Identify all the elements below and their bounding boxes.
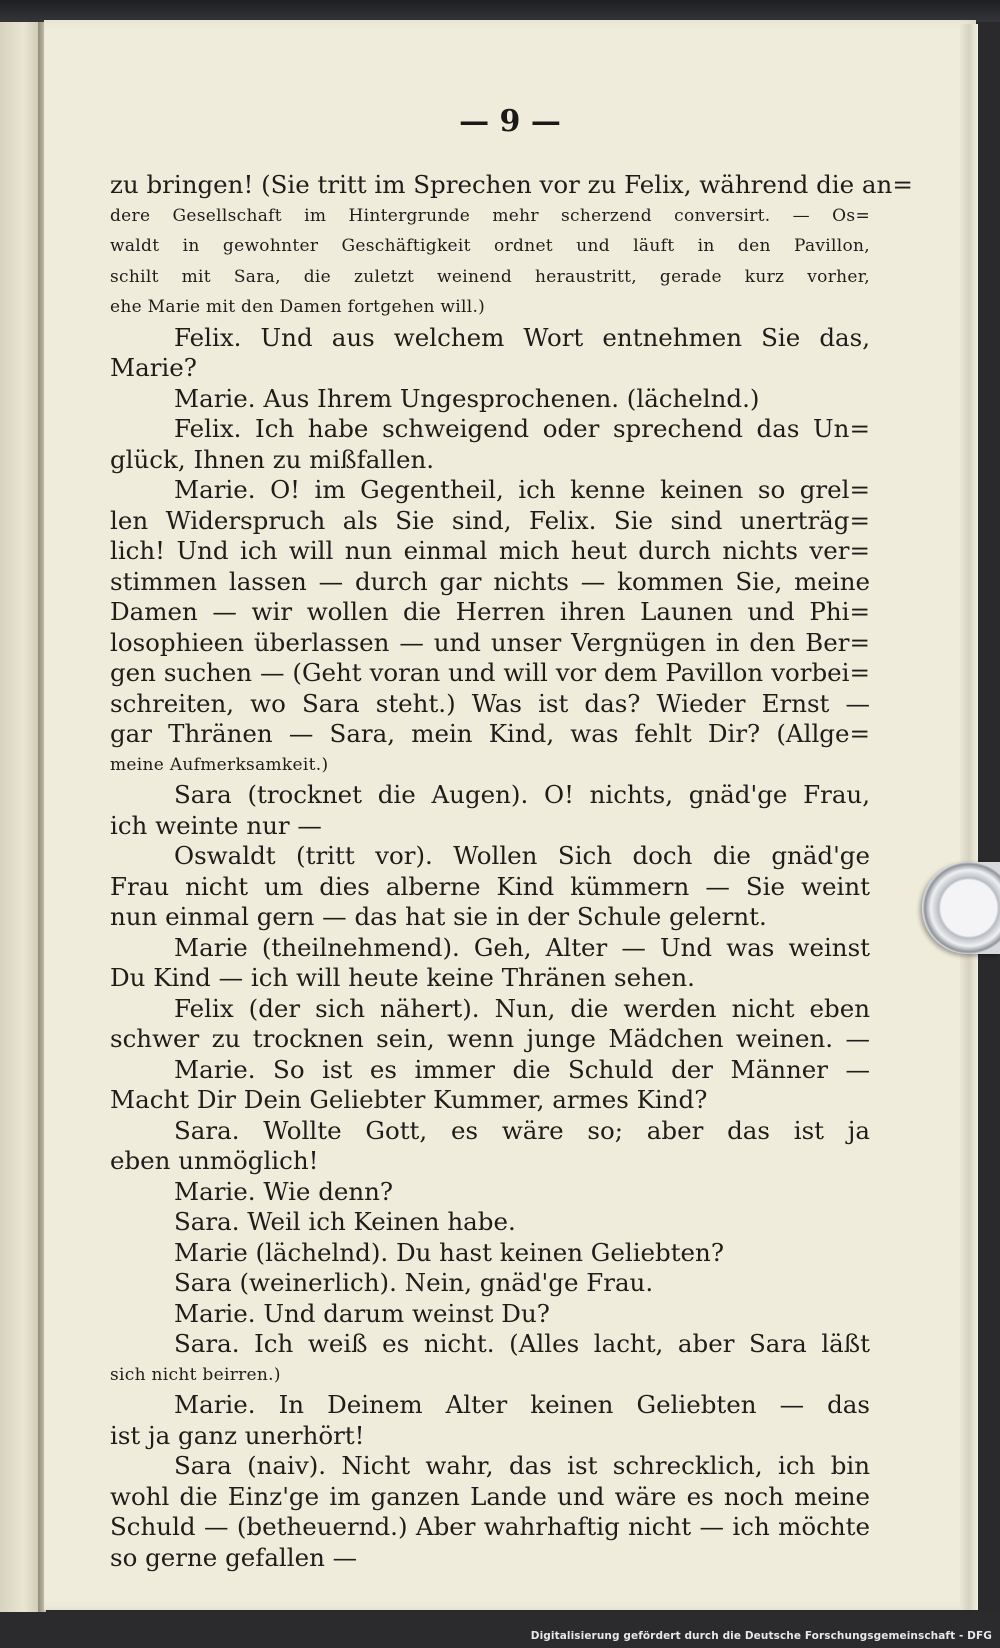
text-line: so gerne gefallen — bbox=[110, 1542, 358, 1572]
text-line: Damen — wir wollen die Herren ihren Launen und Phi= bbox=[110, 597, 870, 626]
text-line: sich nicht beirren.) bbox=[110, 1364, 281, 1385]
text-line: Frau nicht um dies alberne Kind kümmern — Sie weint bbox=[110, 871, 870, 901]
text-line: zu bringen! (Sie tritt im Sprechen vor zu Felix, während die an= bbox=[110, 170, 913, 199]
text-line: Sara (naiv). Nicht wahr, das ist schrecklich, ich bin bbox=[174, 1451, 870, 1480]
text-line: nun einmal gern — das hat sie in der Schule gelernt. bbox=[110, 902, 767, 931]
text-line: Felix. Und aus welchem Wort entnehmen Sie das, bbox=[174, 322, 870, 352]
text-line: Marie. So ist es immer die Schuld der Männer — bbox=[174, 1054, 870, 1084]
text-line: schwer zu trocknen sein, wenn junge Mädchen weinen. — bbox=[110, 1024, 870, 1053]
text-line: Felix (der sich nähert). Nun, die werden nicht eben bbox=[174, 993, 870, 1023]
text-line: waldt in gewohnter Geschäftigkeit ordnet und läuft in den Pavillon, bbox=[110, 236, 870, 256]
text-line: wohl die Einz'ge im ganzen Lande und wäre es noch meine bbox=[110, 1481, 870, 1511]
digitization-credit: Digitalisierung gefördert durch die Deutsche Forschungsgemeinschaft - DFG bbox=[530, 1630, 992, 1642]
text-line: Felix. Ich habe schweigend oder sprechend das Un= bbox=[174, 414, 870, 443]
text-line: Sara. Ich weiß es nicht. (Alles lacht, aber Sara läßt bbox=[174, 1329, 870, 1358]
text-line: Marie (theilnehmend). Geh, Alter — Und was weinst bbox=[174, 932, 870, 962]
text-line: Sara (trocknet die Augen). O! nichts, gnäd'ge Frau, bbox=[174, 780, 870, 809]
text-line: stimmen lassen — durch gar nichts — kommen Sie, meine bbox=[110, 566, 870, 596]
text-line: gar Thränen — Sara, mein Kind, was fehlt Dir? (Allge= bbox=[110, 719, 870, 748]
text-line: Marie. O! im Gegentheil, ich kenne keinen so grel= bbox=[174, 475, 870, 504]
text-line: Sara. Weil ich Keinen habe. bbox=[174, 1207, 516, 1236]
text-line: ehe Marie mit den Damen fortgehen will.) bbox=[110, 297, 486, 317]
text-line: Marie (lächelnd). Du hast keinen Geliebten? bbox=[174, 1237, 724, 1267]
text-line: Sara (weinerlich). Nein, gnäd'ge Frau. bbox=[174, 1268, 654, 1297]
text-line: schreiten, wo Sara steht.) Was ist das? Wieder Ernst — bbox=[110, 688, 870, 718]
facing-page-edge bbox=[0, 22, 40, 1612]
text-line: ich weinte nur — bbox=[110, 810, 322, 840]
text-line: len Widerspruch als Sie sind, Felix. Sie sind unerträg= bbox=[110, 505, 870, 535]
text-line: glück, Ihnen zu mißfallen. bbox=[110, 444, 435, 474]
text-line: Macht Dir Dein Geliebter Kummer, armes Kind? bbox=[110, 1085, 708, 1114]
text-line: Marie. In Deinem Alter keinen Geliebten — das bbox=[174, 1390, 870, 1419]
scan-background bbox=[0, 0, 1000, 22]
text-line: dere Gesellschaft im Hintergrunde mehr scherzend conversirt. — Os= bbox=[110, 205, 870, 226]
page-text bbox=[110, 170, 913, 1573]
book-page bbox=[44, 20, 976, 1610]
text-line: losophieen überlassen — und unser Vergnügen in den Ber= bbox=[110, 627, 870, 657]
text-line: Du Kind — ich will heute keine Thränen sehen. bbox=[110, 963, 695, 992]
text-line: Sara. Wollte Gott, es wäre so; aber das ist ja bbox=[174, 1115, 870, 1145]
text-line: lich! Und ich will nun einmal mich heut durch nichts ver= bbox=[110, 536, 870, 565]
text-line: meine Aufmerksamkeit.) bbox=[110, 754, 329, 775]
text-line: Marie. Wie denn? bbox=[174, 1176, 394, 1206]
text-line: gen suchen — (Geht voran und will vor dem Pavillon vorbei= bbox=[110, 658, 870, 687]
text-line: Oswaldt (tritt vor). Wollen Sich doch die gnäd'ge bbox=[174, 841, 870, 870]
text-line: ist ja ganz unerhört! bbox=[110, 1420, 365, 1450]
text-line: schilt mit Sara, die zuletzt weinend heraustritt, gerade kurz vorher, bbox=[110, 266, 870, 287]
text-line: Marie. Aus Ihrem Ungesprochenen. (lächelnd.) bbox=[174, 383, 760, 413]
text-line: Marie. Und darum weinst Du? bbox=[174, 1298, 550, 1328]
page-number: — 9 — bbox=[459, 104, 561, 139]
page-fore-edge bbox=[960, 24, 978, 1610]
text-line: eben unmöglich! bbox=[110, 1146, 319, 1175]
text-line: Marie? bbox=[110, 353, 197, 382]
text-line: Schuld — (betheuernd.) Aber wahrhaftig nicht — ich möchte bbox=[110, 1512, 870, 1541]
